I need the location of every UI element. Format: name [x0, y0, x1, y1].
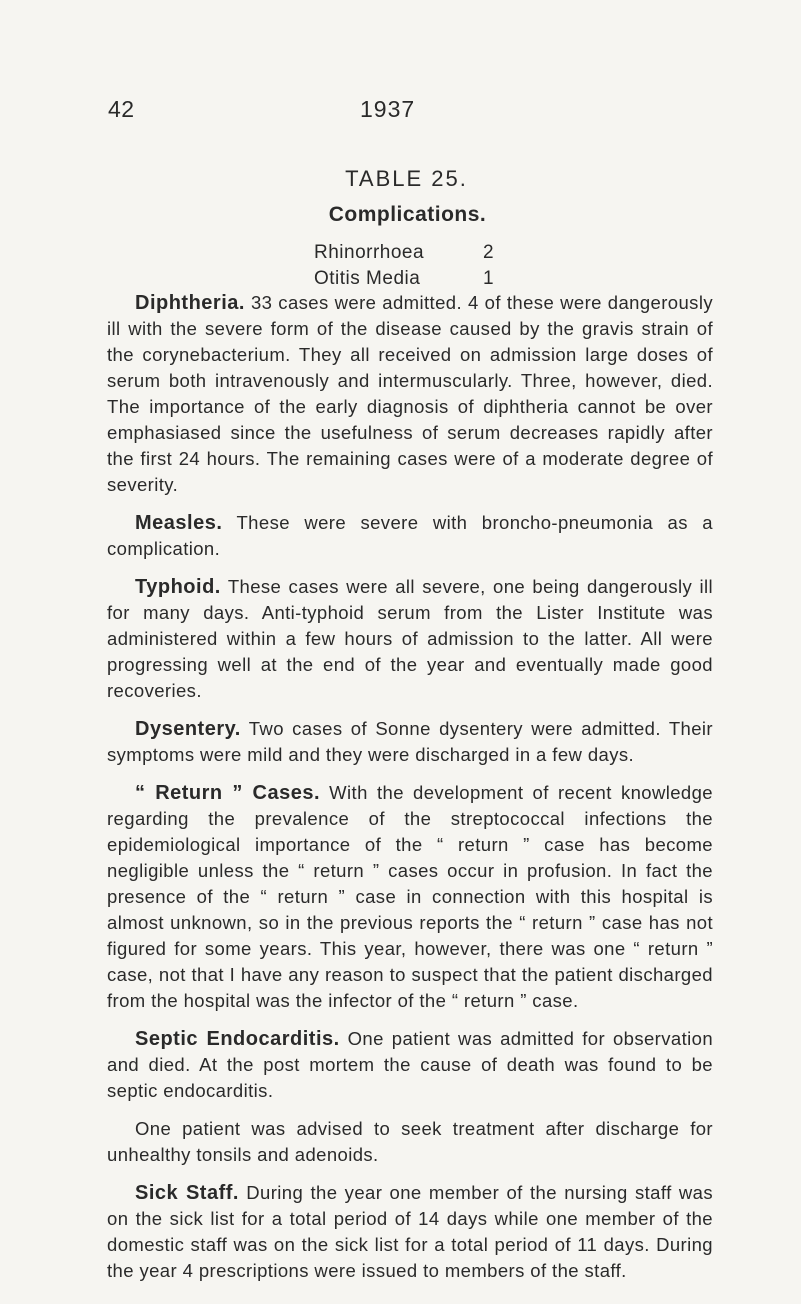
table-row — [314, 266, 494, 292]
heading-measles: Measles. — [135, 512, 223, 534]
complications-table — [314, 240, 494, 292]
complication-label: Rhinorrhoea — [314, 242, 425, 263]
paragraph-dysentery — [107, 716, 713, 768]
complication-value: 1 — [483, 268, 495, 289]
paragraph-measles — [107, 510, 713, 562]
paragraph-tonsils — [107, 1116, 713, 1168]
body-text — [107, 290, 713, 1296]
text-typhoid: These cases were all severe, one being dangerously ill for many days. Anti-typhoid serum from the Lister Institute was administered within a few hours of admission to the latter. All were progressing well at the end of the year and eventually made good recoveries. — [107, 576, 713, 701]
text-return-cases: With the development of recent knowledge regarding the prevalence of the streptococcal infections the epidemiological importance of the “ return ” case has become negligible unless the “ return ” cases occur in profusion. In fact the presence of the “ return ” case in connection with this hospital is almost unknown, so in the previous reports the “ return ” case has not figured for some years. This year, however, there was one “ return ” case, not that I have any reason to suspect that the patient discharged from the hospital was the infector of the “ return ” case. — [107, 782, 713, 1011]
heading-diphtheria: Diphtheria. — [135, 292, 245, 314]
paragraph-typhoid — [107, 574, 713, 704]
table-title: TABLE 25. — [345, 166, 468, 191]
table-subtitle: Complications. — [328, 203, 487, 226]
text-septic-endocarditis: One patient was admitted for observation and died. At the post mortem the cause of death was found to be septic endocarditis. — [107, 1028, 714, 1101]
text-diphtheria: 33 cases were admitted. 4 of these were dangerously ill with the severe form of the disease caused by the gravis strain of the corynebacterium. They all received on admission large doses of serum both intravenously and intermuscularly. Three, however, died. The importance of the early diagnosis of diphtheria cannot be over emphasiased since the usefulness of serum decreases rapidly after the first 24 hours. The remaining cases were of a moderate degree of severity. — [107, 292, 713, 495]
heading-dysentery: Dysentery. — [135, 718, 241, 740]
text-dysentery: Two cases of Sonne dysentery were admitted. Their symptoms were mild and they were discharged in a few days. — [107, 718, 713, 765]
paragraph-sick-staff — [107, 1180, 713, 1284]
heading-sick-staff: Sick Staff. — [135, 1182, 239, 1204]
text-tonsils: One patient was advised to seek treatment after discharge for unhealthy tonsils and adenoids. — [107, 1118, 713, 1165]
paragraph-return-cases — [107, 780, 713, 1014]
page-year: 1937 — [360, 96, 416, 122]
complication-value: 2 — [483, 242, 495, 263]
paragraph-septic-endocarditis — [107, 1026, 713, 1104]
text-sick-staff: During the year one member of the nursing staff was on the sick list for a total period of 14 days while one member of the domestic staff was on the sick list for a total period of 11 days. During the year 4 prescriptions were issued to members of the staff. — [107, 1182, 714, 1281]
heading-return-cases: “ Return ” Cases. — [135, 782, 321, 804]
table-row — [314, 240, 494, 266]
text-measles: These were severe with broncho-pneumonia as a complication. — [107, 512, 713, 559]
page-number: 42 — [108, 96, 135, 122]
paragraph-diphtheria — [107, 290, 713, 498]
complication-label: Otitis Media — [314, 268, 421, 289]
heading-typhoid: Typhoid. — [135, 576, 221, 598]
heading-septic-endocarditis: Septic Endocarditis. — [135, 1028, 340, 1050]
